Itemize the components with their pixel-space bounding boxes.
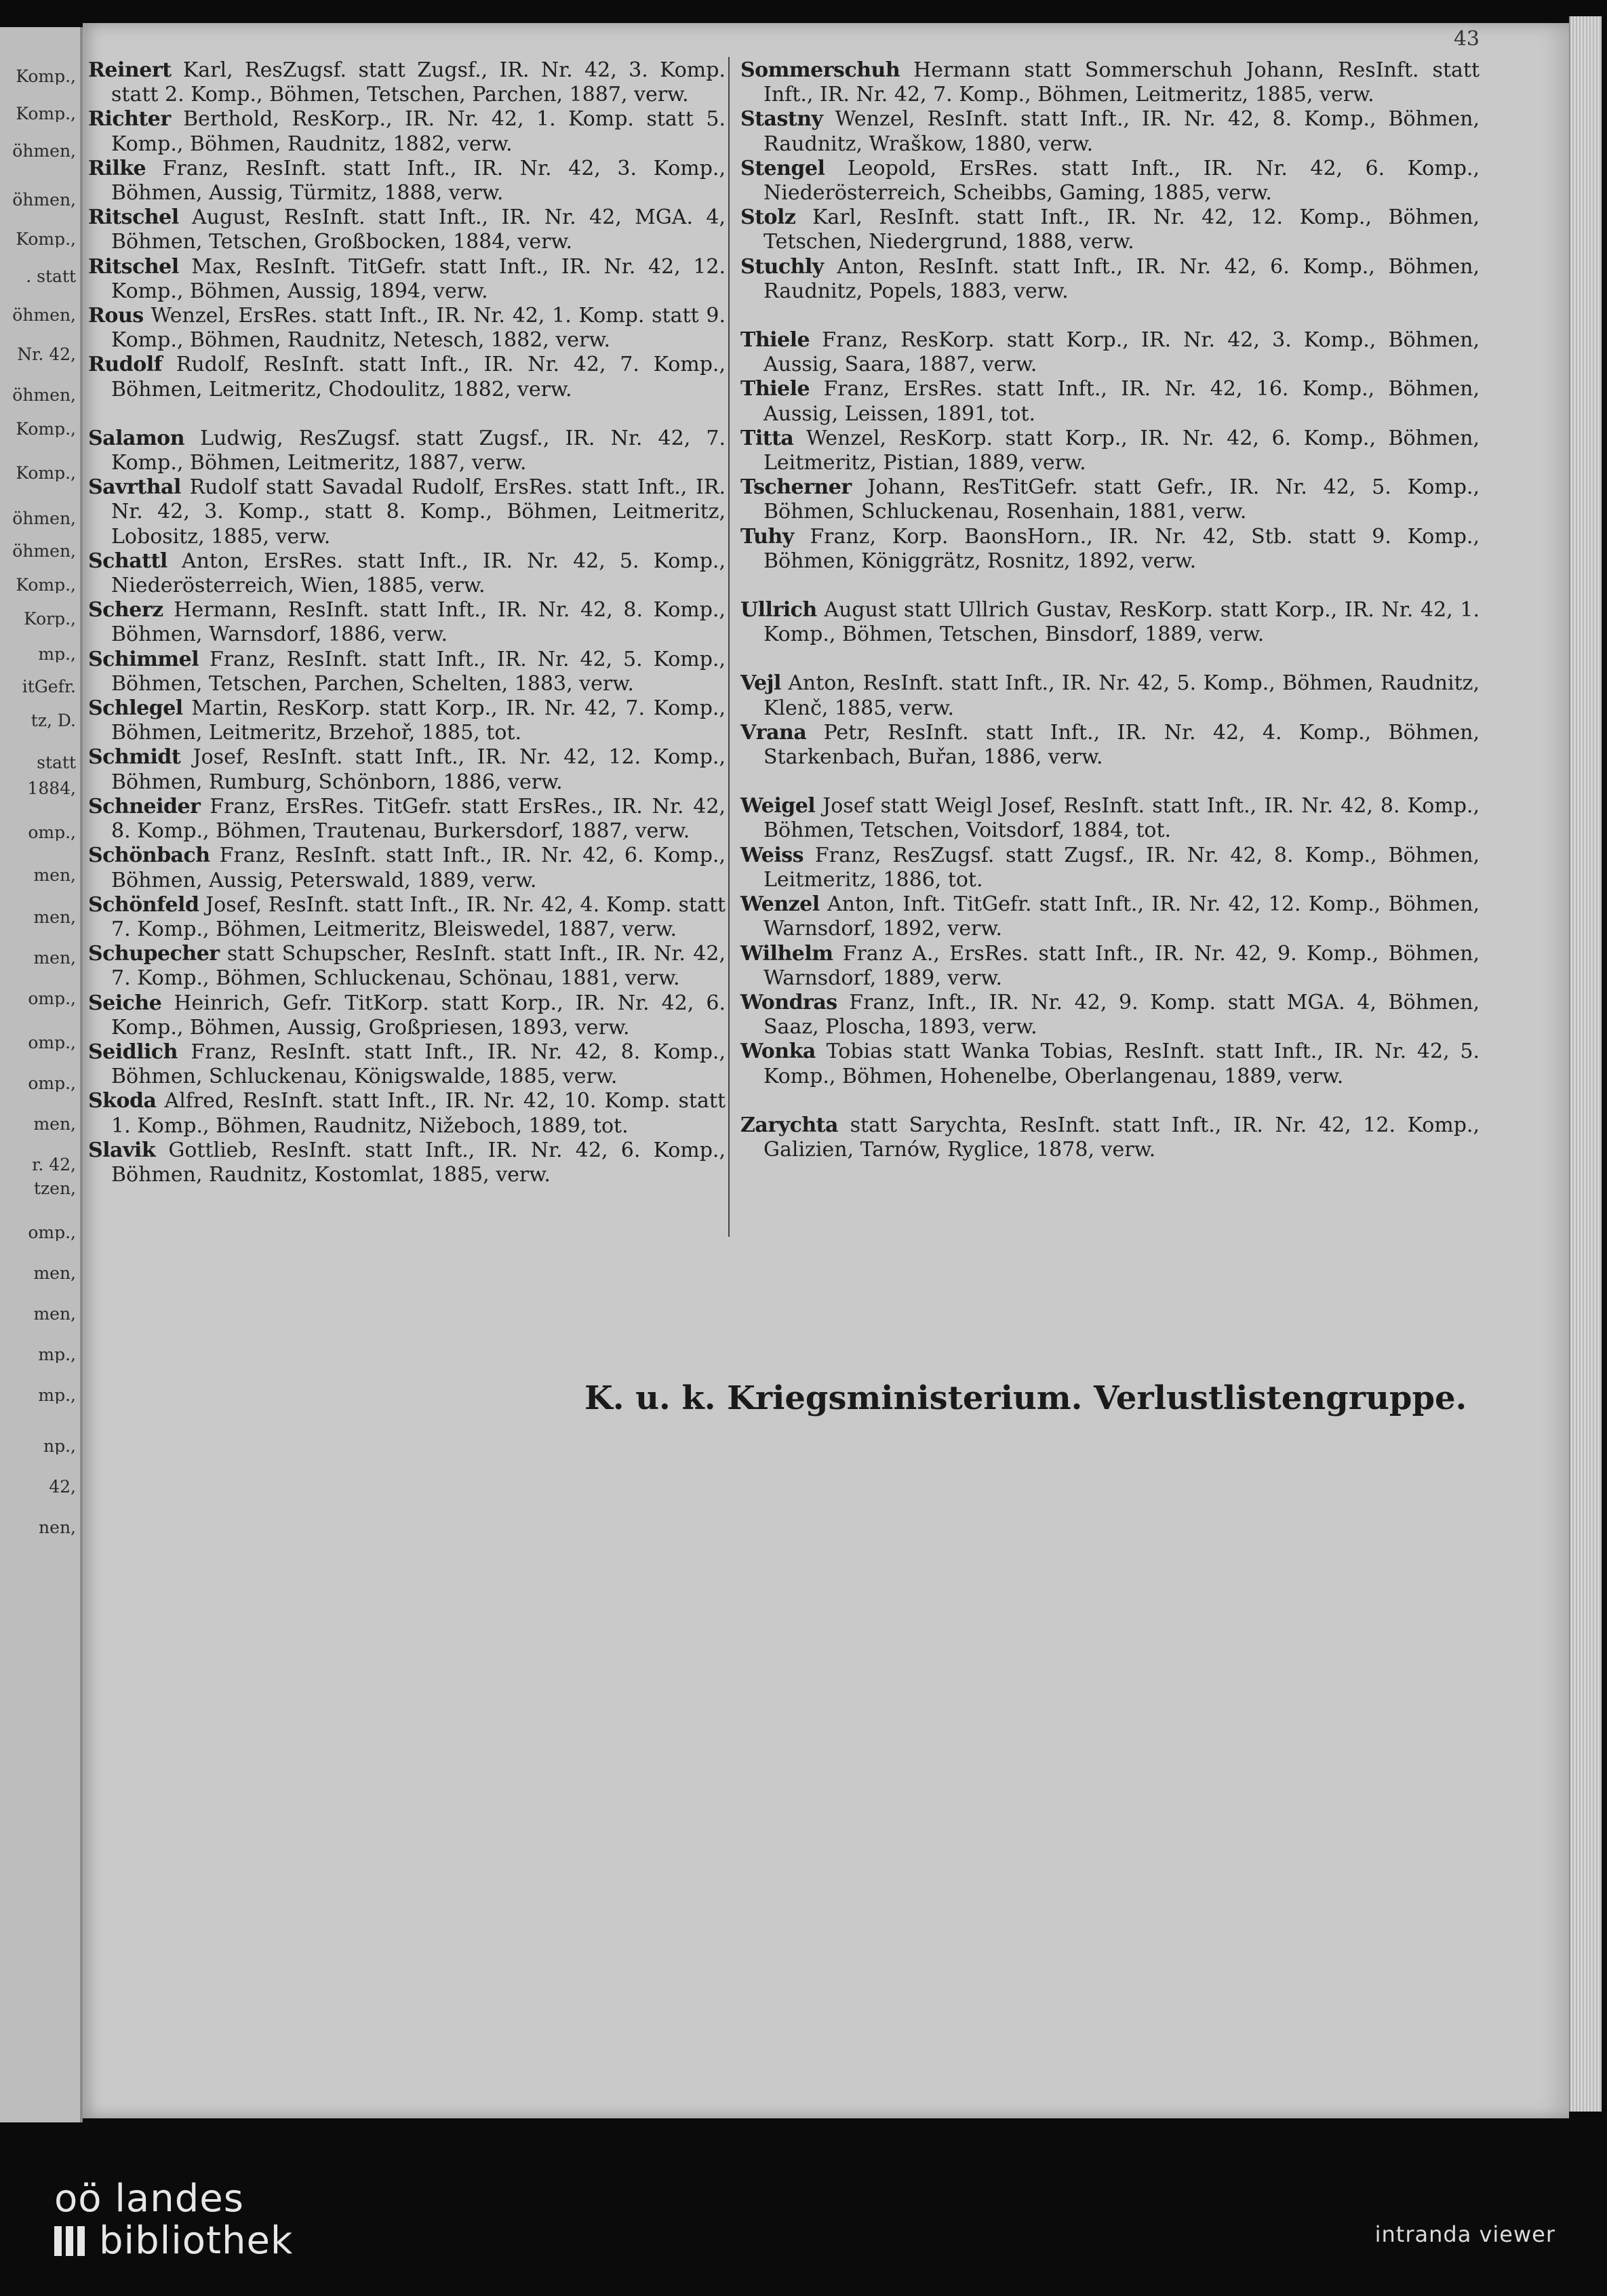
entry-details: Anton, Inft. TitGefr. statt Inft., IR. Nr. 42, 12. Komp., Böhmen, Warnsdorf, 1892, verw. xyxy=(763,892,1480,941)
facing-page-fragment: men, xyxy=(33,1305,76,1322)
surname: Stolz xyxy=(740,205,796,230)
casualty-entry xyxy=(88,107,726,156)
entry-details: Anton, ErsRes. statt Inft., IR. Nr. 42, 5. Komp., Niederösterreich, Wien, 1885, verw. xyxy=(111,549,726,598)
facing-page-fragment: Komp., xyxy=(16,231,76,248)
facing-page-fragment: Korp., xyxy=(24,610,76,627)
facing-page-fragment: men, xyxy=(33,909,76,926)
entry-details: Josef statt Weigl Josef, ResInft. statt Inft., IR. Nr. 42, 8. Komp., Böhmen, Tetschen, Voitsdorf, 1884, tot. xyxy=(763,794,1480,843)
facing-page-fragment: nen, xyxy=(39,1519,76,1536)
entry-details: Gottlieb, ResInft. statt Inft., IR. Nr. 42, 6. Komp., Böhmen, Raudnitz, Kostomlat, 1885, verw. xyxy=(111,1138,726,1187)
surname: Weiss xyxy=(740,843,804,867)
surname: Rous xyxy=(88,304,144,328)
casualty-entry xyxy=(88,745,726,794)
facing-page-fragment: omp., xyxy=(28,824,76,841)
casualty-entry xyxy=(88,157,726,205)
entry-details: Anton, ResInft. statt Inft., IR. Nr. 42, 5. Komp., Böhmen, Raudnitz, Klenč, 1885, verw. xyxy=(763,671,1480,720)
casualty-entry xyxy=(740,107,1480,156)
surname: Vrana xyxy=(740,720,807,745)
casualty-entry xyxy=(88,1089,726,1138)
casualty-entry xyxy=(88,844,726,892)
page-number: 43 xyxy=(1453,27,1480,51)
entry-details: Franz, Inft., IR. Nr. 42, 9. Komp. statt MGA. 4, Böhmen, Saaz, Ploscha, 1893, verw. xyxy=(763,990,1480,1040)
casualty-entry xyxy=(740,525,1480,574)
casualty-entry xyxy=(740,58,1480,107)
surname: Salamon xyxy=(88,426,185,450)
facing-page-fragment: Komp., xyxy=(16,576,76,593)
entry-details: Martin, ResKorp. statt Korp., IR. Nr. 42, 7. Komp., Böhmen, Leitmeritz, Brzehoř, 1885, tot. xyxy=(111,696,726,745)
surname: Zarychta xyxy=(740,1113,838,1137)
entry-details: Franz, ResInft. statt Inft., IR. Nr. 42, 3. Komp., Böhmen, Aussig, Türmitz, 1888, verw. xyxy=(111,156,726,205)
surname: Rudolf xyxy=(88,353,163,377)
surname: Ullrich xyxy=(740,598,817,622)
facing-page-fragment: statt xyxy=(37,754,76,771)
surname: Tuhy xyxy=(740,524,794,549)
entry-details: Franz A., ErsRes. statt Inft., IR. Nr. 42, 9. Komp., Böhmen, Warnsdorf, 1889, verw. xyxy=(763,941,1480,990)
casualty-entry xyxy=(740,157,1480,205)
facing-page-fragment: np., xyxy=(43,1438,76,1454)
casualty-entry xyxy=(88,58,726,107)
entry-details: August statt Ullrich Gustav, ResKorp. statt Korp., IR. Nr. 42, 1. Komp., Böhmen, Tetschen, Binsdorf, 1889, verw. xyxy=(763,598,1480,647)
casualty-entry xyxy=(740,255,1480,304)
entry-details: Wenzel, ResInft. statt Inft., IR. Nr. 42, 8. Komp., Böhmen, Raudnitz, Wraškow, 1880, verw. xyxy=(763,107,1480,156)
casualty-entry xyxy=(740,598,1480,647)
logo-line-1: oö landes xyxy=(54,2177,244,2221)
surname: Stastny xyxy=(740,107,823,132)
surname: Tscherner xyxy=(740,475,852,500)
casualty-entry xyxy=(88,1139,726,1187)
entry-details: Franz, ResInft. statt Inft., IR. Nr. 42, 5. Komp., Böhmen, Tetschen, Parchen, Schelten, 1883, verw. xyxy=(111,647,726,696)
surname: Schneider xyxy=(88,794,201,818)
viewer-brand[interactable]: intranda viewer xyxy=(1374,2221,1555,2247)
entry-details: Hermann, ResInft. statt Inft., IR. Nr. 42, 8. Komp., Böhmen, Warnsdorf, 1886, verw. xyxy=(111,598,726,647)
surname: Schlegel xyxy=(88,696,183,721)
surname: Wondras xyxy=(740,990,837,1014)
entry-details: Leopold, ErsRes. statt Inft., IR. Nr. 42, 6. Komp., Niederösterreich, Scheibbs, Gaming, 1885, verw. xyxy=(763,156,1480,205)
entry-details: August, ResInft. statt Inft., IR. Nr. 42, MGA. 4, Böhmen, Tetschen, Großbocken, 1884, verw. xyxy=(111,205,726,254)
entry-details: Tobias statt Wanka Tobias, ResInft. statt Inft., IR. Nr. 42, 5. Komp., Böhmen, Hohenelbe, Oberlangenau, 1889, verw. xyxy=(763,1040,1480,1088)
casualty-entry xyxy=(88,893,726,942)
entry-details: Ludwig, ResZugsf. statt Zugsf., IR. Nr. 42, 7. Komp., Böhmen, Leitmeritz, 1887, verw. xyxy=(111,426,726,475)
surname: Schimmel xyxy=(88,647,199,671)
surname: Thiele xyxy=(740,377,810,401)
casualty-entry xyxy=(740,991,1480,1040)
casualty-entry xyxy=(740,721,1480,770)
casualty-entry xyxy=(88,255,726,304)
surname: Thiele xyxy=(740,328,810,353)
surname: Titta xyxy=(740,426,794,450)
entry-details: Anton, ResInft. statt Inft., IR. Nr. 42, 6. Komp., Böhmen, Raudnitz, Popels, 1883, verw. xyxy=(763,254,1480,303)
casualty-entry xyxy=(740,794,1480,843)
casualty-entry xyxy=(740,892,1480,941)
casualty-entry xyxy=(88,549,726,598)
casualty-entry xyxy=(88,475,726,549)
surname: Sommerschuh xyxy=(740,58,900,82)
facing-page-fragment: men, xyxy=(33,867,76,884)
surname: Wenzel xyxy=(740,892,820,917)
entry-details: Franz, ResZugsf. statt Zugsf., IR. Nr. 42, 8. Komp., Böhmen, Leitmeritz, 1886, tot. xyxy=(763,843,1480,892)
casualty-entry xyxy=(88,696,726,745)
facing-page-fragment: öhmen, xyxy=(12,387,76,403)
facing-page-fragment: mp., xyxy=(38,1387,76,1404)
document-page xyxy=(83,23,1569,2118)
entry-details: Franz, ResKorp. statt Korp., IR. Nr. 42, 3. Komp., Böhmen, Aussig, Saara, 1887, verw. xyxy=(763,328,1480,377)
surname: Seidlich xyxy=(88,1040,178,1064)
surname: Rilke xyxy=(88,156,146,180)
library-logo[interactable] xyxy=(54,2178,293,2262)
facing-page-fragment: tzen, xyxy=(33,1180,76,1197)
casualty-entry xyxy=(88,942,726,991)
facing-page-fragment: öhmen, xyxy=(12,510,76,527)
casualty-entry xyxy=(740,205,1480,254)
right-column xyxy=(740,58,1480,1162)
entry-details: statt Sarychta, ResInft. statt Inft., IR. Nr. 42, 12. Komp., Galizien, Tarnów, Ryglice, 1878, verw. xyxy=(763,1113,1480,1162)
facing-page-fragment: men, xyxy=(33,1265,76,1282)
surname: Stengel xyxy=(740,156,825,180)
surname: Stuchly xyxy=(740,254,824,279)
surname: Wilhelm xyxy=(740,941,833,966)
surname: Schupecher xyxy=(88,942,220,966)
entry-details: Alfred, ResInft. statt Inft., IR. Nr. 42, 10. Komp. statt 1. Komp., Böhmen, Raudnitz, Nižeboch, 1889, tot. xyxy=(111,1089,726,1138)
facing-page-fragment: Komp., xyxy=(16,464,76,481)
facing-page-fragment: öhmen, xyxy=(12,306,76,323)
surname: Vejl xyxy=(740,671,781,696)
facing-page-fragment: 42, xyxy=(49,1478,76,1495)
entry-details: Wenzel, ErsRes. statt Inft., IR. Nr. 42, 1. Komp. statt 9. Komp., Böhmen, Raudnitz, Netesch, 1882, verw. xyxy=(111,304,726,353)
casualty-entry xyxy=(740,1040,1480,1088)
facing-page-fragment: Komp., xyxy=(16,420,76,437)
book-page-stack xyxy=(1569,16,1602,2112)
surname: Ritschel xyxy=(88,254,179,279)
surname: Weigel xyxy=(740,794,816,818)
casualty-entry xyxy=(740,942,1480,991)
facing-page-fragment: öhmen, xyxy=(12,191,76,208)
casualty-entry xyxy=(88,304,726,353)
logo-line-2 xyxy=(54,2220,293,2262)
surname: Savrthal xyxy=(88,475,181,500)
entry-details: Franz, ErsRes. TitGefr. statt ErsRes., IR. Nr. 42, 8. Komp., Böhmen, Trautenau, Burkersdorf, 1887, verw. xyxy=(111,794,726,844)
casualty-entry xyxy=(88,205,726,254)
entry-details: Hermann statt Sommerschuh Johann, ResInft. statt Inft., IR. Nr. 42, 7. Komp., Böhmen, Leitmeritz, 1885, verw. xyxy=(763,58,1480,107)
facing-page-fragment: men, xyxy=(33,949,76,966)
entry-details: statt Schupscher, ResInft. statt Inft., IR. Nr. 42, 7. Komp., Böhmen, Schluckenau, Schönau, 1881, verw. xyxy=(111,942,726,991)
casualty-entry xyxy=(88,1040,726,1089)
entry-details: Berthold, ResKorp., IR. Nr. 42, 1. Komp. statt 5. Komp., Böhmen, Raudnitz, 1882, verw. xyxy=(111,107,726,156)
surname: Slavik xyxy=(88,1138,156,1162)
entry-details: Franz, ResInft. statt Inft., IR. Nr. 42, 6. Komp., Böhmen, Aussig, Peterswald, 1889, verw. xyxy=(111,844,726,892)
surname: Schönbach xyxy=(88,844,210,868)
left-column xyxy=(88,58,726,1187)
facing-page-fragment: öhmen, xyxy=(12,542,76,559)
facing-page-fragment: omp., xyxy=(28,990,76,1007)
facing-page-fragment: mp., xyxy=(38,646,76,662)
surname: Schattl xyxy=(88,549,167,573)
entry-details: Josef, ResInft. statt Inft., IR. Nr. 42, 4. Komp. statt 7. Komp., Böhmen, Leitmeritz, Bleiswedel, 1887, verw. xyxy=(111,892,726,941)
facing-page-fragment: omp., xyxy=(28,1224,76,1241)
surname: Richter xyxy=(88,107,171,132)
entry-details: Franz, ErsRes. statt Inft., IR. Nr. 42, 16. Komp., Böhmen, Aussig, Leissen, 1891, tot. xyxy=(763,377,1480,426)
facing-page-fragment: . statt xyxy=(26,268,76,285)
casualty-entry xyxy=(88,598,726,647)
casualty-entry xyxy=(88,427,726,475)
surname: Reinert xyxy=(88,58,172,82)
facing-page-fragment: Nr. 42, xyxy=(17,346,76,363)
facing-page-fragment: Komp., xyxy=(16,68,76,85)
entry-details: Petr, ResInft. statt Inft., IR. Nr. 42, 4. Komp., Böhmen, Starkenbach, Buřan, 1886, verw. xyxy=(763,720,1480,770)
entry-details: Max, ResInft. TitGefr. statt Inft., IR. Nr. 42, 12. Komp., Böhmen, Aussig, 1894, verw. xyxy=(111,254,726,303)
facing-page-fragment: tz, D. xyxy=(31,712,76,729)
entry-details: Rudolf, ResInft. statt Inft., IR. Nr. 42, 7. Komp., Böhmen, Leitmeritz, Chodoulitz, 1882, verw. xyxy=(111,353,726,401)
footer-heading: K. u. k. Kriegsministerium. Verlustlistengruppe. xyxy=(584,1379,1467,1417)
casualty-entry xyxy=(740,475,1480,524)
casualty-entry xyxy=(88,795,726,844)
surname: Ritschel xyxy=(88,205,179,230)
facing-page-fragment: mp., xyxy=(38,1346,76,1363)
facing-page-fragment: itGefr. xyxy=(22,678,76,695)
facing-page-edge xyxy=(0,27,83,2122)
entry-details: Karl, ResZugsf. statt Zugsf., IR. Nr. 42, 3. Komp. statt 2. Komp., Böhmen, Tetschen, Parchen, 1887, verw. xyxy=(111,58,726,107)
surname: Wonka xyxy=(740,1040,816,1064)
casualty-entry xyxy=(88,648,726,696)
casualty-entry xyxy=(88,353,726,401)
entry-details: Johann, ResTitGefr. statt Gefr., IR. Nr. 42, 5. Komp., Böhmen, Schluckenau, Rosenhain, 1881, verw. xyxy=(763,475,1480,524)
logo-line-2-text: bibliothek xyxy=(99,2219,294,2263)
entry-details: Franz, Korp. BaonsHorn., IR. Nr. 42, Stb. statt 9. Komp., Böhmen, Königgrätz, Rosnitz, 1892, verw. xyxy=(763,524,1480,573)
surname: Skoda xyxy=(88,1089,157,1113)
surname: Schönfeld xyxy=(88,892,199,917)
entry-details: Karl, ResInft. statt Inft., IR. Nr. 42, 12. Komp., Böhmen, Tetschen, Niedergrund, 1888, verw. xyxy=(763,205,1480,254)
surname: Schmidt xyxy=(88,745,181,770)
column-divider xyxy=(728,57,730,1237)
casualty-entry xyxy=(740,1113,1480,1162)
casualty-entry xyxy=(740,844,1480,892)
entry-details: Rudolf statt Savadal Rudolf, ErsRes. statt Inft., IR. Nr. 42, 3. Komp., statt 8. Komp., Böhmen, Leitmeritz, Lobositz, 1885, verw. xyxy=(111,475,726,549)
casualty-entry xyxy=(740,377,1480,426)
facing-page-fragment: omp., xyxy=(28,1075,76,1092)
facing-page-fragment: omp., xyxy=(28,1034,76,1051)
surname: Seiche xyxy=(88,991,162,1015)
entry-details: Wenzel, ResKorp. statt Korp., IR. Nr. 42, 6. Komp., Böhmen, Leitmeritz, Pistian, 1889, verw. xyxy=(763,426,1480,475)
facing-page-fragment: r. 42, xyxy=(32,1156,76,1173)
casualty-entry xyxy=(740,328,1480,377)
entry-details: Heinrich, Gefr. TitKorp. statt Korp., IR. Nr. 42, 6. Komp., Böhmen, Aussig, Großpriesen, 1893, verw. xyxy=(111,991,726,1040)
facing-page-fragment: öhmen, xyxy=(12,142,76,159)
casualty-entry xyxy=(740,671,1480,720)
surname: Scherz xyxy=(88,598,163,622)
entry-details: Franz, ResInft. statt Inft., IR. Nr. 42, 8. Komp., Böhmen, Schluckenau, Königswalde, 1885, verw. xyxy=(111,1040,726,1089)
casualty-entry xyxy=(88,991,726,1040)
facing-page-fragment: men, xyxy=(33,1115,76,1132)
facing-page-fragment: Komp., xyxy=(16,105,76,122)
casualty-entry xyxy=(740,427,1480,475)
facing-page-fragment: 1884, xyxy=(27,780,76,797)
entry-details: Josef, ResInft. statt Inft., IR. Nr. 42, 12. Komp., Böhmen, Rumburg, Schönborn, 1886, verw. xyxy=(111,745,726,794)
logo-bars-icon xyxy=(54,2220,95,2262)
